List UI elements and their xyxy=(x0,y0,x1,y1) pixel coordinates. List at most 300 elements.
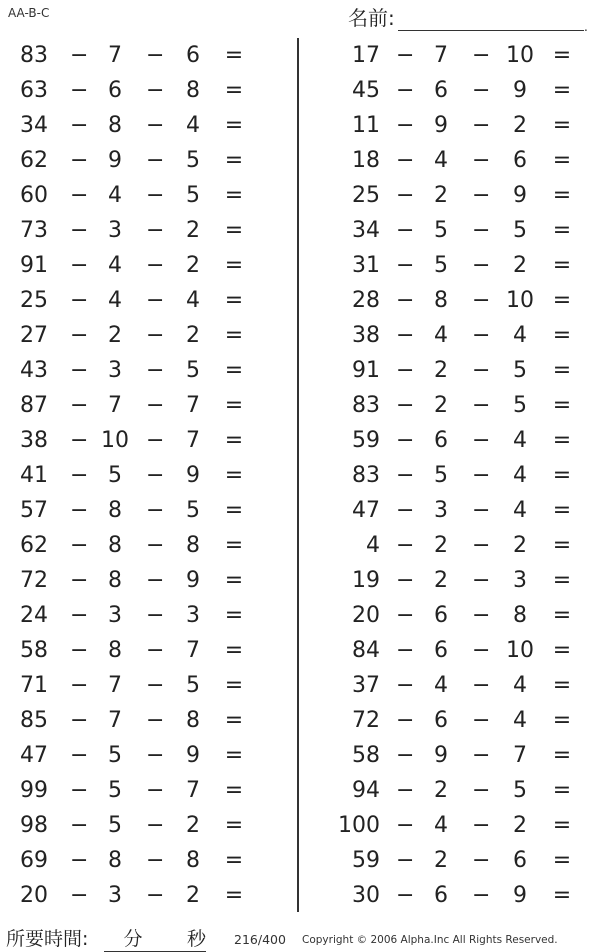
subtrahend-2: 9 xyxy=(186,743,200,768)
minuend: 83 xyxy=(20,43,48,68)
minus-sign: − xyxy=(472,778,491,803)
subtrahend-1: 9 xyxy=(108,148,122,173)
minuend: 59 xyxy=(352,428,380,453)
minus-sign: − xyxy=(472,463,491,488)
equals-sign: = xyxy=(552,533,572,558)
subtrahend-2: 2 xyxy=(186,218,200,243)
minuend: 41 xyxy=(20,463,48,488)
minus-sign: − xyxy=(70,113,89,138)
subtrahend-1: 2 xyxy=(108,323,122,348)
footer xyxy=(0,918,600,952)
seconds-field[interactable]: 秒 xyxy=(162,924,206,952)
minus-sign: − xyxy=(146,288,165,313)
subtrahend-2: 7 xyxy=(186,428,200,453)
problem-row xyxy=(300,388,600,423)
minuend: 19 xyxy=(352,568,380,593)
equals-sign: = xyxy=(552,848,572,873)
minus-sign: − xyxy=(472,848,491,873)
minus-sign: − xyxy=(396,778,415,803)
problem-row xyxy=(0,143,296,178)
subtrahend-1: 7 xyxy=(108,43,122,68)
minuend: 20 xyxy=(352,603,380,628)
equals-sign: = xyxy=(552,253,572,278)
subtrahend-2: 4 xyxy=(513,428,527,453)
problem-row xyxy=(300,73,600,108)
minus-sign: − xyxy=(70,638,89,663)
minus-sign: − xyxy=(70,603,89,628)
problem-row xyxy=(0,668,296,703)
subtrahend-2: 10 xyxy=(506,43,534,68)
minuend: 37 xyxy=(352,673,380,698)
worksheet-code: AA-B-C xyxy=(8,6,50,20)
minus-sign: − xyxy=(472,393,491,418)
equals-sign: = xyxy=(224,848,244,873)
subtrahend-2: 4 xyxy=(186,113,200,138)
equals-sign: = xyxy=(552,883,572,908)
minus-sign: − xyxy=(146,323,165,348)
minus-sign: − xyxy=(396,883,415,908)
problem-row xyxy=(0,703,296,738)
subtrahend-1: 6 xyxy=(434,708,448,733)
minuend: 38 xyxy=(20,428,48,453)
minus-sign: − xyxy=(146,638,165,663)
problem-row xyxy=(300,878,600,913)
problem-row xyxy=(0,598,296,633)
minus-sign: − xyxy=(472,743,491,768)
minus-sign: − xyxy=(396,813,415,838)
subtrahend-1: 2 xyxy=(434,848,448,873)
subtrahend-2: 7 xyxy=(513,743,527,768)
subtrahend-1: 2 xyxy=(434,358,448,383)
minus-sign: − xyxy=(396,43,415,68)
minuend: 24 xyxy=(20,603,48,628)
minus-sign: − xyxy=(70,428,89,453)
subtrahend-2: 5 xyxy=(186,148,200,173)
equals-sign: = xyxy=(224,393,244,418)
problem-row xyxy=(0,248,296,283)
minus-sign: − xyxy=(472,218,491,243)
subtrahend-2: 9 xyxy=(513,78,527,103)
subtrahend-1: 3 xyxy=(108,603,122,628)
minus-sign: − xyxy=(396,848,415,873)
minuend: 84 xyxy=(352,638,380,663)
subtrahend-2: 3 xyxy=(513,568,527,593)
subtrahend-2: 7 xyxy=(186,778,200,803)
subtrahend-1: 3 xyxy=(108,883,122,908)
copyright-notice: Copyright © 2006 Alpha.Inc All Rights Reserved. xyxy=(302,934,558,946)
minus-sign: − xyxy=(70,813,89,838)
minus-sign: − xyxy=(70,323,89,348)
subtrahend-1: 9 xyxy=(434,743,448,768)
subtrahend-1: 4 xyxy=(108,253,122,278)
minus-sign: − xyxy=(70,568,89,593)
problem-row xyxy=(300,598,600,633)
subtrahend-2: 4 xyxy=(186,288,200,313)
minuend: 47 xyxy=(20,743,48,768)
minus-sign: − xyxy=(146,568,165,593)
equals-sign: = xyxy=(224,428,244,453)
minuend: 91 xyxy=(352,358,380,383)
subtrahend-2: 6 xyxy=(513,148,527,173)
subtrahend-1: 6 xyxy=(434,603,448,628)
minuend: 85 xyxy=(20,708,48,733)
problem-row xyxy=(0,388,296,423)
subtrahend-1: 8 xyxy=(108,498,122,523)
minuend: 100 xyxy=(338,813,380,838)
equals-sign: = xyxy=(224,708,244,733)
equals-sign: = xyxy=(224,78,244,103)
minus-sign: − xyxy=(472,148,491,173)
subtrahend-1: 8 xyxy=(108,113,122,138)
problem-row xyxy=(300,633,600,668)
problem-row xyxy=(300,703,600,738)
minuend: 98 xyxy=(20,813,48,838)
minus-sign: − xyxy=(472,253,491,278)
equals-sign: = xyxy=(224,288,244,313)
subtrahend-1: 8 xyxy=(108,848,122,873)
minus-sign: − xyxy=(472,358,491,383)
subtrahend-2: 4 xyxy=(513,708,527,733)
subtrahend-2: 9 xyxy=(186,463,200,488)
minus-sign: − xyxy=(472,673,491,698)
minuend: 72 xyxy=(20,568,48,593)
minuend: 30 xyxy=(352,883,380,908)
problem-row xyxy=(0,633,296,668)
problem-row xyxy=(300,353,600,388)
subtrahend-2: 2 xyxy=(513,533,527,558)
minus-sign: − xyxy=(396,148,415,173)
subtrahend-1: 5 xyxy=(108,778,122,803)
minus-sign: − xyxy=(396,253,415,278)
problem-row xyxy=(300,528,600,563)
equals-sign: = xyxy=(552,393,572,418)
minus-sign: − xyxy=(396,323,415,348)
subtrahend-2: 7 xyxy=(186,638,200,663)
subtrahend-1: 2 xyxy=(434,393,448,418)
minus-sign: − xyxy=(146,498,165,523)
subtrahend-2: 8 xyxy=(186,708,200,733)
minus-sign: − xyxy=(396,708,415,733)
minus-sign: − xyxy=(472,603,491,628)
minus-sign: − xyxy=(146,218,165,243)
minus-sign: − xyxy=(396,498,415,523)
minuend: 18 xyxy=(352,148,380,173)
minus-sign: − xyxy=(396,533,415,558)
equals-sign: = xyxy=(552,778,572,803)
minus-sign: − xyxy=(70,883,89,908)
minus-sign: − xyxy=(70,393,89,418)
minuend: 43 xyxy=(20,358,48,383)
problem-row xyxy=(0,283,296,318)
equals-sign: = xyxy=(552,218,572,243)
subtrahend-1: 7 xyxy=(108,708,122,733)
subtrahend-2: 5 xyxy=(186,183,200,208)
minuend: 34 xyxy=(20,113,48,138)
minus-sign: − xyxy=(146,743,165,768)
minuend: 59 xyxy=(352,848,380,873)
equals-sign: = xyxy=(224,638,244,663)
subtrahend-2: 9 xyxy=(513,183,527,208)
subtrahend-2: 5 xyxy=(186,358,200,383)
minus-sign: − xyxy=(146,463,165,488)
minuend: 57 xyxy=(20,498,48,523)
minus-sign: − xyxy=(146,533,165,558)
problem-row xyxy=(0,178,296,213)
minuend: 87 xyxy=(20,393,48,418)
problem-row xyxy=(0,843,296,878)
equals-sign: = xyxy=(552,43,572,68)
equals-sign: = xyxy=(552,813,572,838)
problem-row xyxy=(0,493,296,528)
minuend: 27 xyxy=(20,323,48,348)
minus-sign: − xyxy=(472,288,491,313)
equals-sign: = xyxy=(224,43,244,68)
minus-sign: − xyxy=(70,463,89,488)
problem-row xyxy=(300,283,600,318)
minus-sign: − xyxy=(70,533,89,558)
subtrahend-1: 6 xyxy=(434,78,448,103)
problem-row xyxy=(0,458,296,493)
minuend: 20 xyxy=(20,883,48,908)
problem-row xyxy=(0,38,296,73)
minuend: 62 xyxy=(20,148,48,173)
minus-sign: − xyxy=(396,673,415,698)
minuend: 4 xyxy=(366,533,380,558)
subtrahend-2: 9 xyxy=(186,568,200,593)
minuend: 25 xyxy=(352,183,380,208)
minus-sign: − xyxy=(396,603,415,628)
subtrahend-1: 5 xyxy=(108,463,122,488)
name-end-dot: . xyxy=(584,20,588,34)
right-problem-column xyxy=(300,38,600,913)
column-divider xyxy=(297,38,299,912)
page-number: 216/400 xyxy=(234,932,286,947)
minuend: 38 xyxy=(352,323,380,348)
subtrahend-2: 2 xyxy=(513,113,527,138)
minuend: 83 xyxy=(352,463,380,488)
equals-sign: = xyxy=(224,218,244,243)
minuend: 58 xyxy=(20,638,48,663)
minuend: 45 xyxy=(352,78,380,103)
minus-sign: − xyxy=(396,638,415,663)
equals-sign: = xyxy=(224,113,244,138)
minus-sign: − xyxy=(472,113,491,138)
minus-sign: − xyxy=(70,848,89,873)
minus-sign: − xyxy=(146,848,165,873)
minus-sign: − xyxy=(472,638,491,663)
subtrahend-1: 3 xyxy=(108,218,122,243)
minutes-field[interactable]: 分 xyxy=(104,924,162,952)
minuend: 25 xyxy=(20,288,48,313)
subtrahend-1: 3 xyxy=(434,498,448,523)
minuend: 71 xyxy=(20,673,48,698)
subtrahend-2: 2 xyxy=(186,813,200,838)
equals-sign: = xyxy=(552,113,572,138)
minus-sign: − xyxy=(472,813,491,838)
problem-row xyxy=(300,423,600,458)
equals-sign: = xyxy=(552,463,572,488)
subtrahend-1: 2 xyxy=(434,533,448,558)
minus-sign: − xyxy=(472,323,491,348)
subtrahend-1: 8 xyxy=(108,533,122,558)
minus-sign: − xyxy=(146,183,165,208)
subtrahend-1: 8 xyxy=(108,568,122,593)
subtrahend-1: 5 xyxy=(434,218,448,243)
subtrahend-1: 4 xyxy=(434,148,448,173)
minus-sign: − xyxy=(146,673,165,698)
subtrahend-1: 2 xyxy=(434,778,448,803)
equals-sign: = xyxy=(552,78,572,103)
minus-sign: − xyxy=(472,78,491,103)
subtrahend-1: 5 xyxy=(108,743,122,768)
minus-sign: − xyxy=(396,218,415,243)
equals-sign: = xyxy=(224,358,244,383)
minuend: 31 xyxy=(352,253,380,278)
minus-sign: − xyxy=(146,78,165,103)
problem-row xyxy=(0,73,296,108)
equals-sign: = xyxy=(224,778,244,803)
subtrahend-2: 5 xyxy=(513,358,527,383)
subtrahend-2: 5 xyxy=(186,673,200,698)
equals-sign: = xyxy=(552,148,572,173)
subtrahend-1: 3 xyxy=(108,358,122,383)
problem-row xyxy=(0,563,296,598)
minus-sign: − xyxy=(146,393,165,418)
minuend: 34 xyxy=(352,218,380,243)
subtrahend-1: 6 xyxy=(434,428,448,453)
minus-sign: − xyxy=(396,288,415,313)
subtrahend-2: 2 xyxy=(186,253,200,278)
problem-row xyxy=(300,248,600,283)
minus-sign: − xyxy=(472,533,491,558)
subtrahend-2: 2 xyxy=(513,813,527,838)
problem-row xyxy=(0,808,296,843)
equals-sign: = xyxy=(552,673,572,698)
problem-row xyxy=(0,738,296,773)
minus-sign: − xyxy=(396,393,415,418)
subtrahend-1: 4 xyxy=(108,183,122,208)
minuend: 62 xyxy=(20,533,48,558)
subtrahend-2: 4 xyxy=(513,498,527,523)
subtrahend-1: 7 xyxy=(108,673,122,698)
equals-sign: = xyxy=(224,743,244,768)
minus-sign: − xyxy=(472,183,491,208)
problem-row xyxy=(300,773,600,808)
minuend: 69 xyxy=(20,848,48,873)
name-field[interactable] xyxy=(348,6,588,34)
subtrahend-2: 2 xyxy=(186,883,200,908)
minus-sign: − xyxy=(472,708,491,733)
subtrahend-2: 7 xyxy=(186,393,200,418)
problem-row xyxy=(300,458,600,493)
subtrahend-2: 10 xyxy=(506,288,534,313)
minus-sign: − xyxy=(70,498,89,523)
equals-sign: = xyxy=(224,183,244,208)
minus-sign: − xyxy=(146,813,165,838)
subtrahend-1: 5 xyxy=(434,463,448,488)
minuend: 11 xyxy=(352,113,380,138)
minus-sign: − xyxy=(396,358,415,383)
equals-sign: = xyxy=(552,288,572,313)
equals-sign: = xyxy=(224,323,244,348)
equals-sign: = xyxy=(224,883,244,908)
problem-row xyxy=(300,843,600,878)
minus-sign: − xyxy=(70,288,89,313)
subtrahend-1: 4 xyxy=(434,813,448,838)
problem-row xyxy=(300,108,600,143)
subtrahend-2: 5 xyxy=(186,498,200,523)
problem-row xyxy=(300,213,600,248)
minus-sign: − xyxy=(472,428,491,453)
equals-sign: = xyxy=(552,603,572,628)
problem-row xyxy=(300,318,600,353)
minus-sign: − xyxy=(146,43,165,68)
subtrahend-1: 5 xyxy=(108,813,122,838)
minus-sign: − xyxy=(70,673,89,698)
subtrahend-2: 8 xyxy=(513,603,527,628)
problem-row xyxy=(300,178,600,213)
problem-row xyxy=(0,318,296,353)
minus-sign: − xyxy=(70,778,89,803)
minus-sign: − xyxy=(146,358,165,383)
subtrahend-2: 4 xyxy=(513,673,527,698)
subtrahend-1: 2 xyxy=(434,568,448,593)
subtrahend-2: 9 xyxy=(513,883,527,908)
minus-sign: − xyxy=(70,708,89,733)
minuend: 47 xyxy=(352,498,380,523)
minus-sign: − xyxy=(472,568,491,593)
subtrahend-2: 8 xyxy=(186,848,200,873)
subtrahend-1: 8 xyxy=(434,288,448,313)
equals-sign: = xyxy=(224,148,244,173)
subtrahend-2: 8 xyxy=(186,533,200,558)
subtrahend-1: 10 xyxy=(101,428,129,453)
minus-sign: − xyxy=(396,183,415,208)
minuend: 63 xyxy=(20,78,48,103)
minus-sign: − xyxy=(70,218,89,243)
minuend: 99 xyxy=(20,778,48,803)
subtrahend-2: 8 xyxy=(186,78,200,103)
minuend: 17 xyxy=(352,43,380,68)
equals-sign: = xyxy=(552,568,572,593)
name-underline[interactable] xyxy=(398,30,584,31)
equals-sign: = xyxy=(224,603,244,628)
minus-sign: − xyxy=(146,883,165,908)
subtrahend-1: 8 xyxy=(108,638,122,663)
subtrahend-2: 4 xyxy=(513,323,527,348)
equals-sign: = xyxy=(552,323,572,348)
minus-sign: − xyxy=(396,78,415,103)
minuend: 83 xyxy=(352,393,380,418)
problem-row xyxy=(0,353,296,388)
minuend: 73 xyxy=(20,218,48,243)
minus-sign: − xyxy=(70,43,89,68)
minus-sign: − xyxy=(396,568,415,593)
equals-sign: = xyxy=(224,813,244,838)
equals-sign: = xyxy=(552,743,572,768)
minuend: 58 xyxy=(352,743,380,768)
minus-sign: − xyxy=(472,498,491,523)
subtrahend-1: 6 xyxy=(108,78,122,103)
equals-sign: = xyxy=(552,428,572,453)
subtrahend-2: 4 xyxy=(513,463,527,488)
subtrahend-1: 5 xyxy=(434,253,448,278)
subtrahend-2: 5 xyxy=(513,218,527,243)
minus-sign: − xyxy=(146,253,165,278)
equals-sign: = xyxy=(224,498,244,523)
problem-row xyxy=(300,143,600,178)
subtrahend-1: 7 xyxy=(108,393,122,418)
